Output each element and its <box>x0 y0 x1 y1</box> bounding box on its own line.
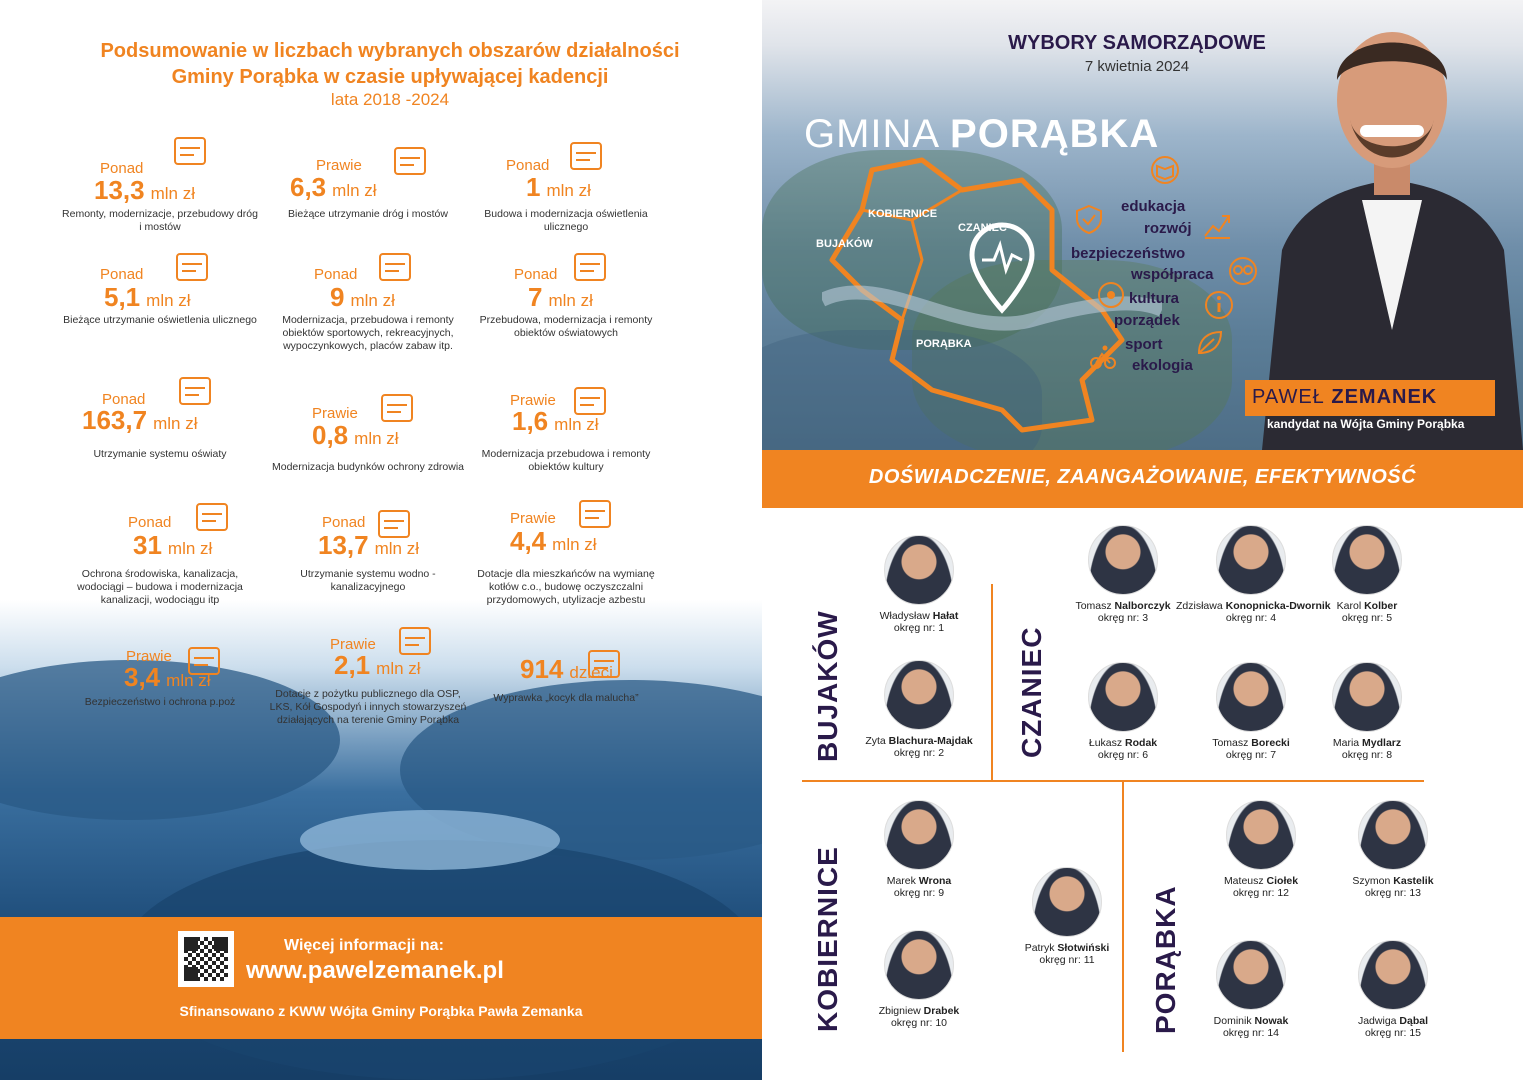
candidate-card <box>844 660 994 759</box>
candidate-role: kandydat na Wójta Gminy Porąbka <box>1267 417 1465 431</box>
stat-unit: mln zł <box>150 184 196 203</box>
candidate-district-number: okręg nr: 6 <box>1097 749 1149 761</box>
candidate-card-name <box>844 1005 994 1017</box>
candidate-first-name: Maria <box>1332 737 1363 749</box>
stat-description: Modernizacja budynków ochrony zdrowia <box>271 461 464 473</box>
candidate-last-name: Rodak <box>1125 737 1158 749</box>
candidate-last-name: Hałat <box>932 610 959 622</box>
candidate-card <box>1186 800 1336 899</box>
stat-number: 0,8 <box>312 420 349 450</box>
funding-note: Sfinansowano z KWW Wójta Gminy Porąbka Pawła Zemanka <box>179 1003 583 1019</box>
location-pin-icon <box>972 225 1032 310</box>
candidate-first-name: Mateusz <box>1223 875 1267 887</box>
stat-unit: mln zł <box>153 414 198 433</box>
stat-number: 7 <box>528 282 543 312</box>
baby-icon <box>584 643 624 683</box>
value-rozwoj: rozwój <box>1144 220 1192 237</box>
stat-number: 163,7 <box>82 405 148 435</box>
stat-description: Utrzymanie systemu oświaty <box>93 448 227 460</box>
candidate-last-name: Wrona <box>918 875 952 887</box>
stat-prefix: Ponad <box>128 514 172 531</box>
e-learning-icon <box>175 370 215 410</box>
candidate-last-name: Kastelik <box>1393 875 1434 887</box>
candidate-district-number: okręg nr: 14 <box>1222 1027 1280 1039</box>
stat-description: Utrzymanie systemu wodno - kanalizacyjnego <box>300 568 436 593</box>
candidate-photo <box>1226 800 1296 870</box>
candidate-district-number: okręg nr: 4 <box>1225 612 1277 624</box>
candidate-district-number: okręg nr: 10 <box>890 1017 948 1029</box>
playground-icon <box>375 246 415 286</box>
stat-prefix: Ponad <box>322 514 366 531</box>
stat-description: Bieżące utrzymanie oświetlenia ulicznego <box>63 314 257 326</box>
sewage-pipe-icon <box>192 496 232 536</box>
candidate-photo <box>1216 940 1286 1010</box>
gmina-heading: GMINA PORĄBKA <box>804 112 1160 156</box>
stat-unit: mln zł <box>146 291 191 310</box>
stat-description: Ochrona środowiska, kanalizacja, wodociągi – budowa i modernizacja kanalizacji, wodociągu itp <box>77 568 243 606</box>
stat-number: 1,6 <box>512 406 549 436</box>
candidate-photo <box>884 800 954 870</box>
right-page <box>762 0 1523 1080</box>
lamp-icon <box>172 246 212 286</box>
website-link[interactable]: www.pawelzemanek.pl <box>246 957 504 984</box>
candidate-first-name: Zbigniew <box>878 1005 924 1017</box>
stat-unit: mln zł <box>332 181 377 200</box>
candidate-first-name: Szymon <box>1352 875 1394 887</box>
candidate-first-name: Łukasz <box>1088 737 1126 749</box>
water-pipe-icon <box>374 503 414 543</box>
cyclist-icon <box>1088 342 1118 372</box>
stat-prefix: Ponad <box>506 157 550 174</box>
community-icon <box>395 620 435 660</box>
candidate-district-number: okręg nr: 3 <box>1097 612 1149 624</box>
candidate-last-name: Nalborczyk <box>1114 600 1171 612</box>
candidate-card-name <box>1318 1015 1468 1027</box>
stat-unit: mln zł <box>552 535 597 554</box>
stat-description: Przebudowa, modernizacja i remonty obiektów oświatowych <box>479 314 653 339</box>
culture-icon <box>1096 280 1126 310</box>
stat-value <box>528 282 593 313</box>
candidate-district-number: okręg nr: 11 <box>1039 954 1095 966</box>
candidate-last-name: Dąbal <box>1399 1015 1429 1027</box>
candidate-district-number: okręg nr: 12 <box>1232 887 1290 899</box>
stat-prefix: Prawie <box>510 392 556 409</box>
candidate-card <box>1292 525 1442 624</box>
district-kobiernice: KOBIERNICE <box>812 846 843 1032</box>
candidate-district-number: okręg nr: 1 <box>893 622 945 634</box>
election-title: WYBORY SAMORZĄDOWE <box>1008 32 1266 54</box>
stat-description: Remonty, modernizacje, przebudowy dróg i mostów <box>62 208 258 233</box>
candidate-last-name: Mydlarz <box>1362 737 1402 749</box>
map-label-porabka: PORĄBKA <box>916 338 972 350</box>
candidate-photo <box>1088 662 1158 732</box>
stat-prefix: Prawie <box>510 510 556 527</box>
stat-unit: mln zł <box>376 659 421 678</box>
candidate-last-name: Ciołek <box>1266 875 1299 887</box>
candidate-first-name: Jadwiga <box>1357 1015 1400 1027</box>
map-label-kobiernice: KOBIERNICE <box>868 208 938 220</box>
stat-number: 914 <box>520 654 564 684</box>
value-bezpieczenstwo: bezpieczeństwo <box>1071 245 1186 262</box>
stat-number: 5,1 <box>104 282 141 312</box>
stat-value <box>94 175 195 206</box>
candidate-first-name: Tomasz <box>1212 737 1252 749</box>
stat-unit: mln zł <box>167 539 213 558</box>
stat-number: 2,1 <box>334 650 371 680</box>
candidate-last-name: Drabek <box>923 1005 960 1017</box>
value-sport: sport <box>1125 336 1163 353</box>
candidate-last-name: Konopnicka-Dwornik <box>1225 600 1331 612</box>
streetlamp-icon <box>566 135 606 175</box>
stat-prefix: Ponad <box>100 266 144 283</box>
stat-unit: mln zł <box>374 539 420 558</box>
stat-number: 31 <box>133 530 162 560</box>
stat-description: Bezpieczeństwo i ochrona p.poż <box>84 696 236 708</box>
stat-description: Modernizacja, przebudowa i remonty obiektów sportowych, rekreacyjnych, wypoczynkowych, placów zabaw itp. <box>282 314 454 352</box>
district-porabka: PORĄBKA <box>1150 885 1181 1034</box>
stat-unit: dzieci <box>569 663 613 682</box>
candidate-photo <box>884 930 954 1000</box>
map-label-bujakow: BUJAKÓW <box>816 238 873 250</box>
candidate-first-name: Władysław <box>879 610 933 622</box>
value-edukacja: edukacja <box>1121 198 1186 215</box>
candidate-first-name: Karol <box>1336 600 1365 612</box>
candidate-card <box>1318 800 1468 899</box>
candidate-card-name <box>1176 1015 1326 1027</box>
candidate-photo <box>1216 525 1286 595</box>
shield-check-icon <box>1074 204 1104 234</box>
stat-prefix: Prawie <box>330 636 376 653</box>
candidate-district-number: okręg nr: 7 <box>1225 749 1277 761</box>
culture-building-icon <box>570 380 610 420</box>
candidate-name: PAWEŁ ZEMANEK <box>1252 386 1438 408</box>
candidate-last-name: Kolber <box>1364 600 1398 612</box>
candidate-first-name: Zdzisława <box>1176 600 1226 612</box>
candidate-last-name: Nowak <box>1254 1015 1289 1027</box>
district-czaniec: CZANIEC <box>1016 626 1047 758</box>
candidate-first-name: Tomasz <box>1075 600 1115 612</box>
candidate-district-number: okręg nr: 5 <box>1341 612 1393 624</box>
slogan: DOŚWIADCZENIE, ZAANGAŻOWANIE, EFEKTYWNOŚĆ <box>868 466 1417 488</box>
stat-prefix: Ponad <box>514 266 558 283</box>
stat-prefix: Ponad <box>314 266 358 283</box>
candidate-card-name <box>1292 737 1442 749</box>
stat-number: 3,4 <box>124 662 161 692</box>
candidate-first-name: Zyta <box>865 735 889 747</box>
growth-chart-icon <box>1202 210 1232 240</box>
info-footer <box>0 917 762 1039</box>
district-bujakow: BUJAKÓW <box>812 610 843 762</box>
candidate-district-number: okręg nr: 2 <box>893 747 945 759</box>
stat-prefix: Prawie <box>126 648 172 665</box>
candidate-photo <box>1358 800 1428 870</box>
book-icon <box>1150 155 1180 185</box>
candidate-photo <box>884 535 954 605</box>
summary-years: lata 2018 -2024 <box>330 90 450 109</box>
candidate-first-name: Marek <box>886 875 919 887</box>
fire-shield-icon <box>184 640 224 680</box>
candidate-photo <box>1358 940 1428 1010</box>
stat-value <box>104 282 191 313</box>
candidate-card-name <box>1186 875 1336 887</box>
stat-unit: mln zł <box>354 429 399 448</box>
candidate-first-name: Patryk <box>1024 942 1058 954</box>
stat-unit: mln zł <box>548 291 593 310</box>
candidate-card <box>844 535 994 634</box>
candidate-photo <box>1032 867 1102 937</box>
candidate-card-name <box>1292 600 1442 612</box>
stat-description: Modernizacja przebudowa i remonty obiektów kultury <box>481 448 651 473</box>
candidate-photo <box>1216 662 1286 732</box>
candidate-card-name <box>992 942 1142 954</box>
candidate-card-name <box>844 610 994 622</box>
stat-number: 9 <box>330 282 345 312</box>
candidate-last-name: Borecki <box>1251 737 1290 749</box>
stat-number: 13,7 <box>318 530 369 560</box>
value-ekologia: ekologia <box>1132 357 1193 374</box>
hospital-icon <box>377 387 417 427</box>
hero-banner <box>762 0 1523 450</box>
stat-value <box>526 172 591 203</box>
more-info-label: Więcej informacji na: <box>284 937 444 954</box>
stat-number: 4,4 <box>510 526 547 556</box>
stat-unit: mln zł <box>554 415 599 434</box>
candidate-card <box>844 800 994 899</box>
candidate-card <box>1318 940 1468 1039</box>
stat-description: Bieżące utrzymanie dróg i mostów <box>288 208 448 220</box>
stat-prefix: Prawie <box>316 157 362 174</box>
candidate-district-number: okręg nr: 9 <box>893 887 945 899</box>
stat-unit: mln zł <box>166 671 211 690</box>
candidate-photo <box>1088 525 1158 595</box>
stat-number: 6,3 <box>290 172 327 202</box>
qr-code-icon[interactable] <box>178 931 234 987</box>
stat-number: 1 <box>526 172 541 202</box>
candidate-district-number: okręg nr: 8 <box>1341 749 1393 761</box>
candidate-card <box>1176 940 1326 1039</box>
stat-description: Budowa i modernizacja oświetlenia ulicznego <box>484 208 648 233</box>
election-date: 7 kwietnia 2024 <box>1084 58 1190 75</box>
info-icon <box>1204 290 1234 320</box>
stat-description: Dotacje z pożytku publicznego dla OSP, LKS, Kół Gospodyń i innych stowarzyszeń działających na terenie Gminy Porąbka <box>269 688 467 726</box>
candidate-district-number: okręg nr: 15 <box>1364 1027 1422 1039</box>
stat-description: Dotacje dla mieszkańców na wymianę kotłów c.o., budowę oczyszczalni przydomowych, utylizacje azbestu <box>477 568 655 606</box>
candidate-district-number: okręg nr: 13 <box>1364 887 1422 899</box>
stat-prefix: Prawie <box>312 405 358 422</box>
stat-value <box>290 172 377 203</box>
map-label-czaniec: CZANIEC <box>958 222 1007 234</box>
stat-unit: mln zł <box>546 181 591 200</box>
candidate-card-name <box>844 735 994 747</box>
value-wspolpraca: współpraca <box>1131 266 1214 283</box>
candidate-photo <box>1332 525 1402 595</box>
candidate-first-name: Dominik <box>1213 1015 1255 1027</box>
school-icon <box>570 246 610 286</box>
candidate-card <box>992 867 1142 966</box>
value-kultura: kultura <box>1129 290 1180 307</box>
candidate-last-name: Blachura-Majdak <box>888 735 973 747</box>
stat-value <box>330 282 395 313</box>
candidate-last-name: Słotwiński <box>1057 942 1110 954</box>
candidate-card <box>844 930 994 1029</box>
divider-horizontal <box>802 780 1424 782</box>
value-porzadek: porządek <box>1114 312 1180 329</box>
candidate-photo <box>1332 662 1402 732</box>
summary-title: Podsumowanie w liczbach wybranych obszarów działalności Gminy Porąbka w czasie upływającej kadencji <box>100 40 680 88</box>
stat-description: Wyprawka „kocyk dla malucha” <box>493 692 639 704</box>
candidate-photo <box>884 660 954 730</box>
drain-icon <box>575 493 615 533</box>
stat-unit: mln zł <box>350 291 395 310</box>
stat-number: 13,3 <box>94 175 145 205</box>
bridge-icon <box>390 140 430 180</box>
candidate-card-name <box>844 875 994 887</box>
candidate-card-name <box>1318 875 1468 887</box>
candidate-card <box>1292 662 1442 761</box>
road-icon <box>170 130 210 170</box>
stat-prefix: Ponad <box>100 160 144 177</box>
leaf-icon <box>1194 328 1224 358</box>
stat-prefix: Ponad <box>102 391 146 408</box>
